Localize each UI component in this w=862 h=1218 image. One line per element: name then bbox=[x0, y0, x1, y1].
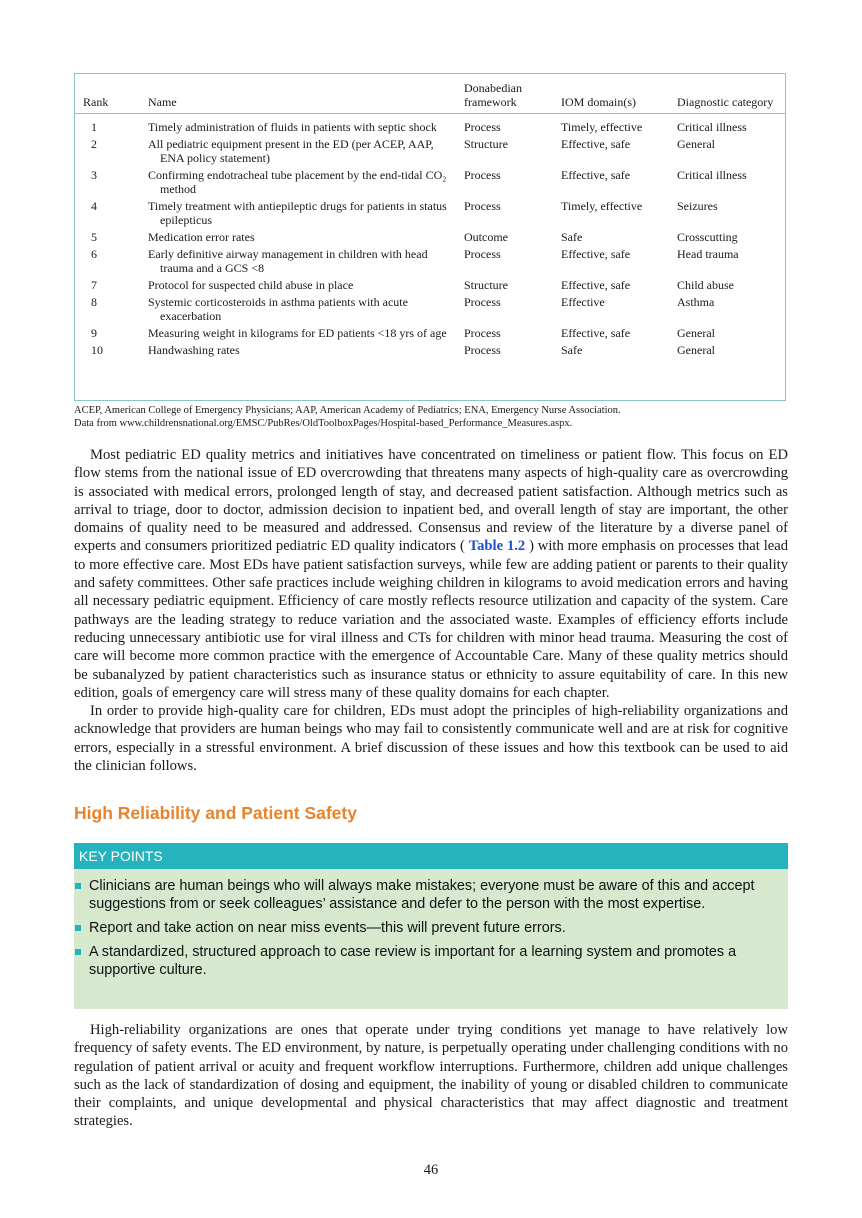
name-cell bbox=[148, 295, 464, 326]
iom-domain-cell: Effective, safe bbox=[561, 278, 631, 292]
diagnostic-category-cell: General bbox=[677, 343, 715, 357]
rank-cell: 3 bbox=[91, 168, 97, 182]
table-row bbox=[75, 114, 785, 138]
diagnostic-category-cell: Asthma bbox=[677, 295, 715, 309]
table-1-2-link[interactable]: Table 1.2 bbox=[468, 538, 526, 555]
iom-domain-cell: Timely, effective bbox=[561, 199, 643, 213]
name-cell bbox=[148, 114, 464, 138]
iom-domain-cell: Effective bbox=[561, 295, 605, 309]
table-source: Data from www.childrensnational.org/EMSC/PubRes/OldToolboxPages/Hospital-based_Performance_Measures.aspx. bbox=[74, 417, 573, 429]
header-name: Name bbox=[148, 74, 464, 114]
paragraph-high-quality-care: In order to provide high-quality care for children, EDs must adopt the principles of high-reliability organizations and acknowledge that providers are human beings who may fail to consistently communicate well and are at risk for cognitive errors, especially in a stressful environment. A brief discussion of these issues and how this textbook can be used to aid the clinician follows. bbox=[74, 703, 788, 775]
key-points-body bbox=[74, 869, 788, 1009]
donabedian-cell: Process bbox=[464, 120, 501, 134]
name-text: Systemic corticosteroids in asthma patients with acute exacerbation bbox=[148, 295, 408, 323]
name-cell bbox=[148, 278, 464, 295]
key-point-item bbox=[74, 919, 780, 937]
donabedian-cell: Structure bbox=[464, 278, 508, 292]
rank-cell: 2 bbox=[91, 137, 97, 151]
name-cell bbox=[148, 326, 464, 343]
name-text: All pediatric equipment present in the ED (per ACEP, AAP, ENA policy statement) bbox=[148, 137, 434, 165]
diagnostic-category-cell: Head trauma bbox=[677, 247, 739, 261]
diagnostic-category-cell: General bbox=[677, 137, 715, 151]
donabedian-cell: Process bbox=[464, 326, 501, 340]
rank-cell: 8 bbox=[91, 295, 97, 309]
key-point-text: Report and take action on near miss events—this will prevent future errors. bbox=[89, 920, 566, 936]
header-rank: Rank bbox=[75, 74, 148, 114]
name-text: Timely administration of fluids in patients with septic shock bbox=[148, 120, 437, 134]
rank-cell: 9 bbox=[91, 326, 97, 340]
name-cell bbox=[148, 247, 464, 278]
rank-cell: 4 bbox=[91, 199, 97, 213]
donabedian-cell: Structure bbox=[464, 137, 508, 151]
name-cell bbox=[148, 199, 464, 230]
table-row bbox=[75, 278, 785, 295]
iom-domain-cell: Safe bbox=[561, 230, 583, 244]
rank-cell: 7 bbox=[91, 278, 97, 292]
key-point-item bbox=[74, 943, 780, 979]
paragraph-text: ) with more emphasis on processes that lead to more effective care. Most EDs have patient satisfaction surveys, while few are adding patient or parents to their quality and safety committees. Other safe practices include weighing children in kilograms to avoid medication errors and having all necessary pediatric equipment. Efficiency of care mostly reflects resource utilization and capacity of the system. Care pathways are the leading strategy to reduce variation and the associated waste. Examples of efficiency efforts include reducing unnecessary antibiotic use for viral illness and CTs for children with minor head trauma. Measuring the cost of care will become more common practice with the emergence of Accountable Care. Many of these quality metrics should be subanalyzed by patient characteristics such as insurance status or ethnicity to assure equitability of care. In this new edition, goals of emergency care will stress many of these quality domains for each chapter. bbox=[74, 538, 789, 701]
name-cell bbox=[148, 343, 464, 360]
key-points-list bbox=[74, 877, 780, 979]
iom-domain-cell: Effective, safe bbox=[561, 247, 631, 261]
rank-cell: 1 bbox=[91, 120, 97, 134]
body-text-lower bbox=[74, 1021, 788, 1131]
rank-cell: 6 bbox=[91, 247, 97, 261]
table-row bbox=[75, 199, 785, 230]
iom-domain-cell: Effective, safe bbox=[561, 137, 631, 151]
header-iom: IOM domain(s) bbox=[561, 74, 677, 114]
header-category: Diagnostic category bbox=[677, 74, 785, 114]
donabedian-cell: Process bbox=[464, 199, 501, 213]
key-points-title: KEY POINTS bbox=[74, 843, 788, 869]
table-row bbox=[75, 168, 785, 199]
key-points-box bbox=[74, 843, 788, 1009]
table-row bbox=[75, 247, 785, 278]
diagnostic-category-cell: General bbox=[677, 326, 715, 340]
square-bullet-icon bbox=[75, 949, 81, 955]
table-grid bbox=[75, 74, 785, 360]
iom-domain-cell: Safe bbox=[561, 343, 583, 357]
key-point-item bbox=[74, 877, 780, 913]
name-cell bbox=[148, 137, 464, 168]
rank-cell: 5 bbox=[91, 230, 97, 244]
square-bullet-icon bbox=[75, 883, 81, 889]
name-text: Early definitive airway management in children with head trauma and a GCS <8 bbox=[148, 247, 428, 275]
table-row bbox=[75, 137, 785, 168]
paragraph-quality-metrics bbox=[74, 446, 788, 702]
diagnostic-category-cell: Critical illness bbox=[677, 168, 747, 182]
diagnostic-category-cell: Crosscutting bbox=[677, 230, 738, 244]
key-point-text: A standardized, structured approach to case review is important for a learning system and promotes a supportive culture. bbox=[89, 944, 737, 978]
section-heading: High Reliability and Patient Safety bbox=[74, 803, 357, 823]
diagnostic-category-cell: Seizures bbox=[677, 199, 718, 213]
name-text: Confirming endotracheal tube placement by the end-tidal CO₂ method bbox=[148, 168, 447, 196]
header-donabedian: Donabedian framework bbox=[464, 74, 561, 114]
key-point-text: Clinicians are human beings who will always make mistakes; everyone must be aware of this and accept suggestions from or seek colleagues’ assistance and defer to the person with the most expertise. bbox=[89, 878, 755, 912]
table-row bbox=[75, 343, 785, 360]
name-cell bbox=[148, 230, 464, 247]
quality-indicators-table bbox=[74, 73, 786, 401]
name-text: Handwashing rates bbox=[148, 343, 240, 357]
name-cell bbox=[148, 168, 464, 199]
table-body bbox=[75, 114, 785, 361]
page-number: 46 bbox=[423, 1162, 439, 1178]
donabedian-cell: Process bbox=[464, 295, 501, 309]
table-header-row bbox=[75, 74, 785, 114]
square-bullet-icon bbox=[75, 925, 81, 931]
table-abbreviations: ACEP, American College of Emergency Physicians; AAP, American Academy of Pediatrics; ENA, Emergency Nurse Association. bbox=[74, 405, 621, 416]
diagnostic-category-cell: Child abuse bbox=[677, 278, 734, 292]
name-text: Medication error rates bbox=[148, 230, 255, 244]
table-row bbox=[75, 230, 785, 247]
diagnostic-category-cell: Critical illness bbox=[677, 120, 747, 134]
name-text: Timely treatment with antiepileptic drugs for patients in status epilepticus bbox=[148, 199, 447, 227]
donabedian-cell: Process bbox=[464, 247, 501, 261]
donabedian-cell: Process bbox=[464, 168, 501, 182]
iom-domain-cell: Effective, safe bbox=[561, 168, 631, 182]
name-text: Measuring weight in kilograms for ED patients <18 yrs of age bbox=[148, 326, 447, 340]
donabedian-cell: Process bbox=[464, 343, 501, 357]
name-text: Protocol for suspected child abuse in place bbox=[148, 278, 354, 292]
iom-domain-cell: Timely, effective bbox=[561, 120, 643, 134]
iom-domain-cell: Effective, safe bbox=[561, 326, 631, 340]
donabedian-cell: Outcome bbox=[464, 230, 508, 244]
rank-cell: 10 bbox=[91, 343, 103, 357]
table-footnote bbox=[74, 405, 794, 430]
paragraph-text: Most pediatric ED quality metrics and initiatives have concentrated on timeliness or patient flow. This focus on ED flow stems from the national issue of ED overcrowding that threatens many aspects of high-quality care as overcrowding is associated with medical errors, prolonged length of stay, and decreased patient satisfaction. Although metrics such as arrival to triage, door to doctor, admission decision to inpatient bed, and overall length of stay are important, the other domains of quality need to be measured and addressed. Consensus and review of the literature by a diverse panel of experts and consumers prioritized pediatric ED quality indicators ( bbox=[74, 447, 788, 555]
table-row bbox=[75, 326, 785, 343]
table-row bbox=[75, 295, 785, 326]
paragraph-high-reliability: High-reliability organizations are ones that operate under trying conditions yet manage to have relatively low frequency of safety events. The ED environment, by nature, is perpetually operating under challenging conditions with no regulation of patient arrival or acuity and frequent workflow interruptions. Furthermore, children add unique challenges such as the lack of standardization of dosing and equipment, the inability of young or disabled children to communicate their complaints, and unique developmental and physical characteristics that may affect diagnostic and treatment strategies. bbox=[74, 1022, 788, 1130]
body-text-upper bbox=[74, 446, 788, 775]
